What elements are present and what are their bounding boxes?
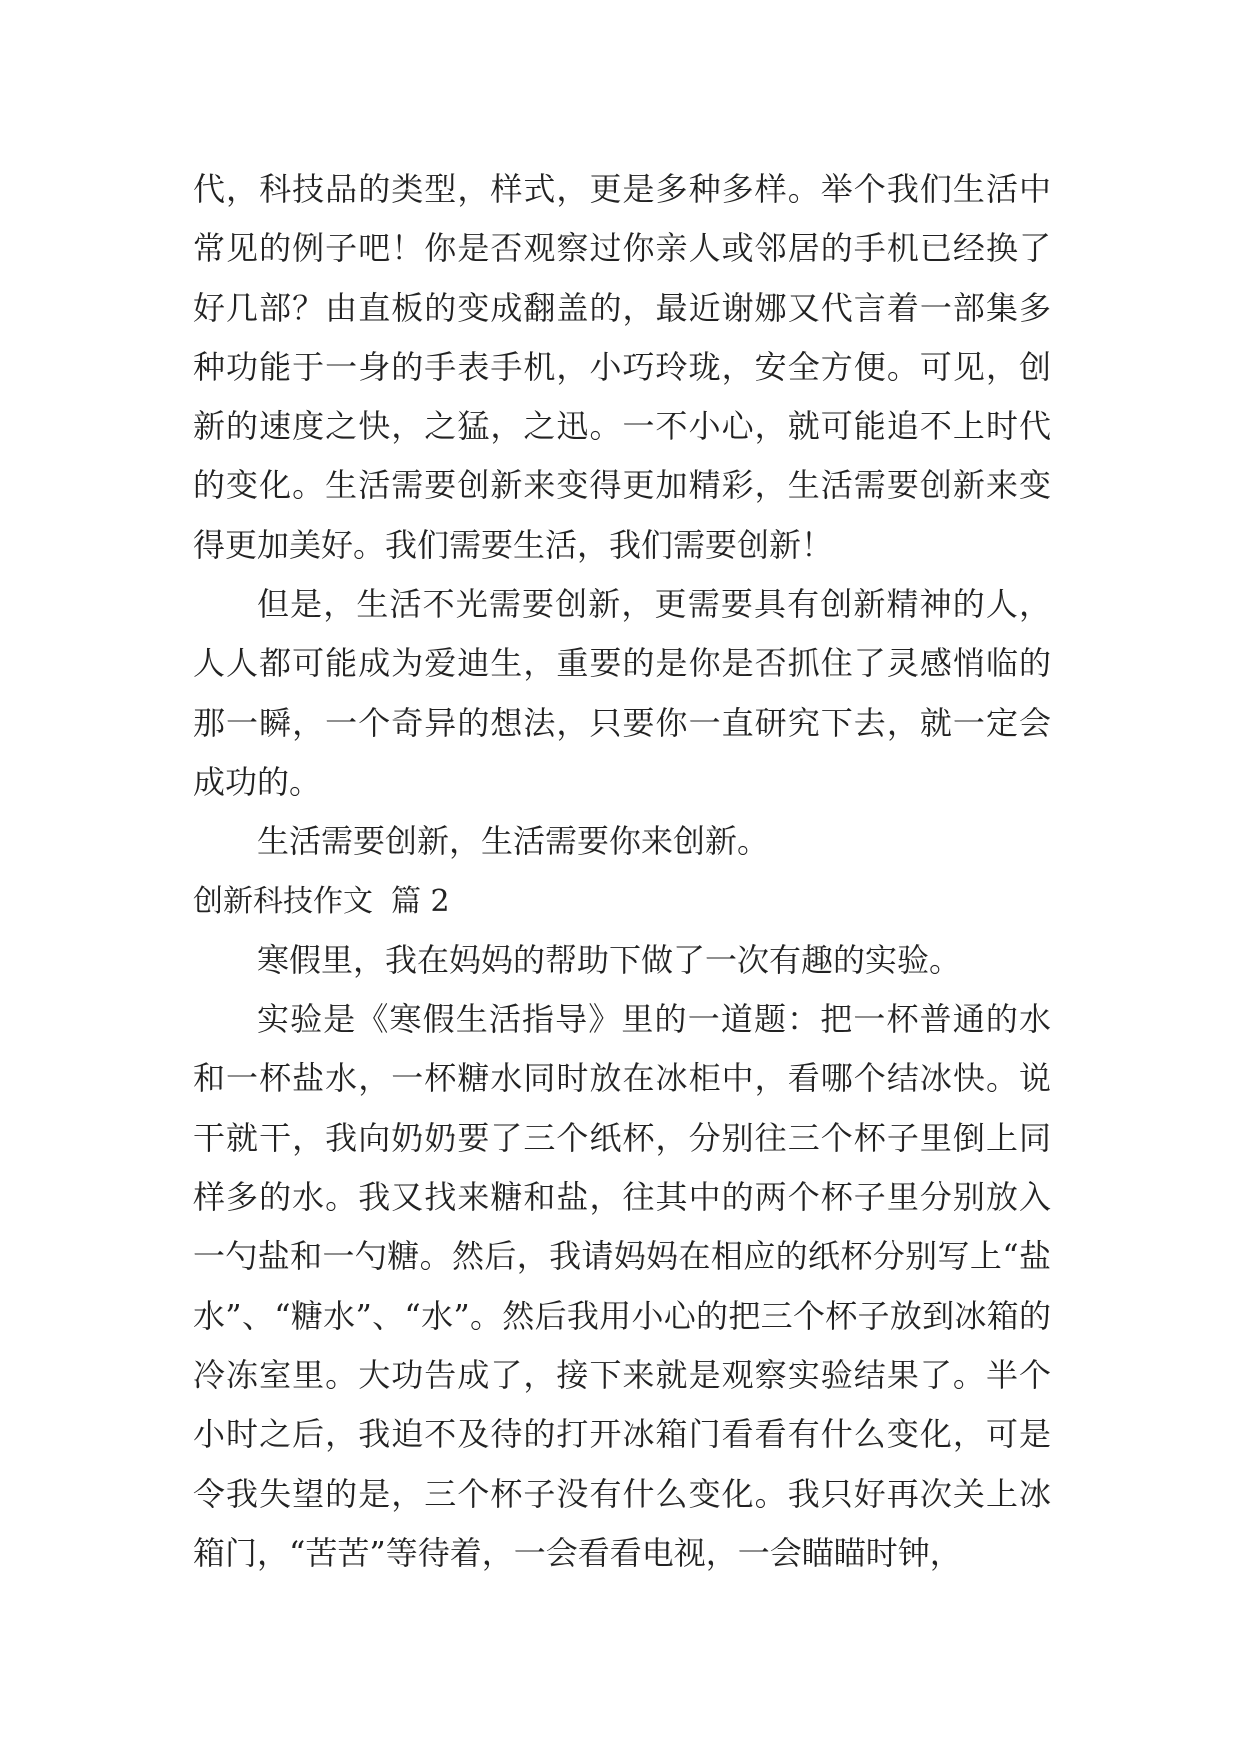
paragraph-5: 实验是《寒假生活指导》里的一道题：把一杯普通的水和一杯盐水，一杯糖水同时放在冰柜中，看哪个结冰快。说干就干，我向奶奶要了三个纸杯，分别往三个杯子里倒上同样多的水。我又找来糖和盐，往其中的两个杯子里分别放入一勺盐和一勺糖。然后，我请妈妈在相应的纸杯分别写上“盐水”、“糖水”、“水”。然后我用小心的把三个杯子放到冰箱的冷冻室里。大功告成了，接下来就是观察实验结果了。半个小时之后，我迫不及待的打开冰箱门看看有什么变化，可是令我失望的是，三个杯子没有什么变化。我只好再次关上冰箱门，“苦苦”等待着，一会看看电视，一会瞄瞄时钟， [193, 1000, 1051, 1572]
document-body [193, 160, 1051, 1583]
paragraph-1: 代，科技品的类型，样式，更是多种多样。举个我们生活中常见的例子吧！你是否观察过你亲人或邻居的手机已经换了好几部？由直板的变成翻盖的，最近谢娜又代言着一部集多种功能于一身的手表手机，小巧玲珑，安全方便。可见，创新的速度之快，之猛，之迅。一不小心，就可能追不上时代的变化。生活需要创新来变得更加精彩，生活需要创新来变得更加美好。我们需要生活，我们需要创新！ [193, 170, 1051, 564]
section-heading [193, 872, 1051, 931]
paragraph-4: 寒假里，我在妈妈的帮助下做了一次有趣的实验。 [257, 940, 962, 979]
heading-number: 篇 2 [391, 883, 450, 919]
paragraph-2: 但是，生活不光需要创新，更需要具有创新精神的人，人人都可能成为爱迪生，重要的是你是否抓住了灵感悄临的那一瞬，一个奇异的想法，只要你一直研究下去，就一定会成功的。 [193, 585, 1051, 801]
paragraph-3: 生活需要创新，生活需要你来创新。 [257, 822, 770, 861]
heading-title: 创新科技作文 [193, 883, 373, 919]
